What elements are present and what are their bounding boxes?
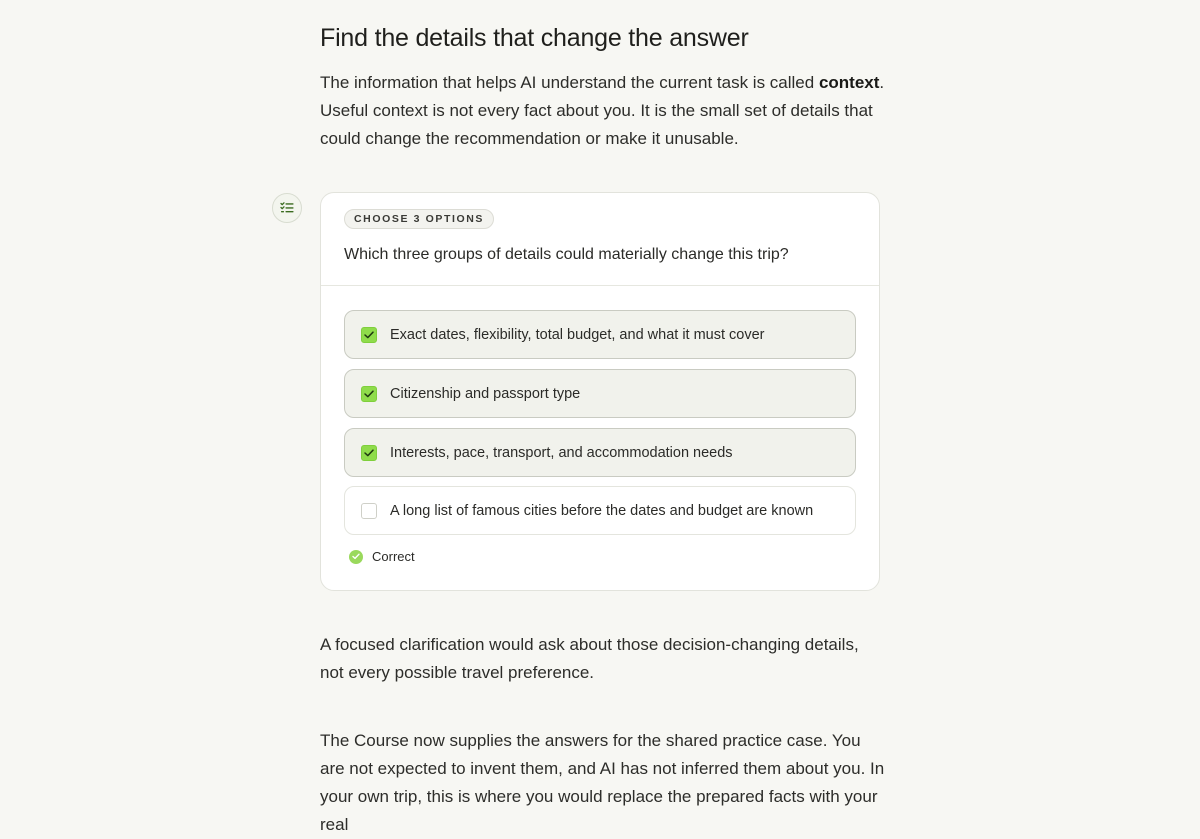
check-circle-icon [349,550,363,564]
option-dates-budget[interactable] [344,310,856,359]
feedback-text: Correct [372,549,415,564]
option-famous-cities[interactable] [344,486,856,535]
checkbox-unchecked-icon[interactable] [361,503,377,519]
option-label: Interests, pace, transport, and accommodation needs [390,444,733,461]
card-divider [321,285,879,286]
clarification-paragraph: A focused clarification would ask about those decision-changing details, not every possible travel preference. [320,635,859,682]
context-term: context [818,73,880,92]
checkbox-checked-icon[interactable] [361,386,377,402]
quiz-question: Which three groups of details could materially change this trip? [344,246,789,263]
intro-text-cont: . Useful context is not every fact about you. It is the small set of details that could change the recommendation or make it unusable. [320,73,885,148]
option-label: Citizenship and passport type [390,385,581,402]
option-label: Exact dates, flexibility, total budget, and what it must cover [390,326,765,343]
checkbox-checked-icon[interactable] [361,445,377,461]
course-supplies-paragraph: The Course now supplies the answers for the shared practice case. You are not expected to invent them, and AI has not inferred them about you. In your own trip, this is where you would replace the prepared facts with your real [320,731,885,834]
choose-options-badge: CHOOSE 3 OPTIONS [344,209,494,229]
checkbox-checked-icon[interactable] [361,327,377,343]
lesson-heading: Find the details that change the answer [320,24,749,52]
quiz-card [320,192,880,591]
option-interests[interactable] [344,428,856,477]
option-label: A long list of famous cities before the dates and budget are known [390,502,814,519]
option-citizenship[interactable] [344,369,856,418]
intro-text: The information that helps AI understand the current task is called [320,73,819,92]
quiz-feedback [349,549,415,564]
intro-paragraph [320,69,885,153]
checklist-icon [272,193,302,223]
